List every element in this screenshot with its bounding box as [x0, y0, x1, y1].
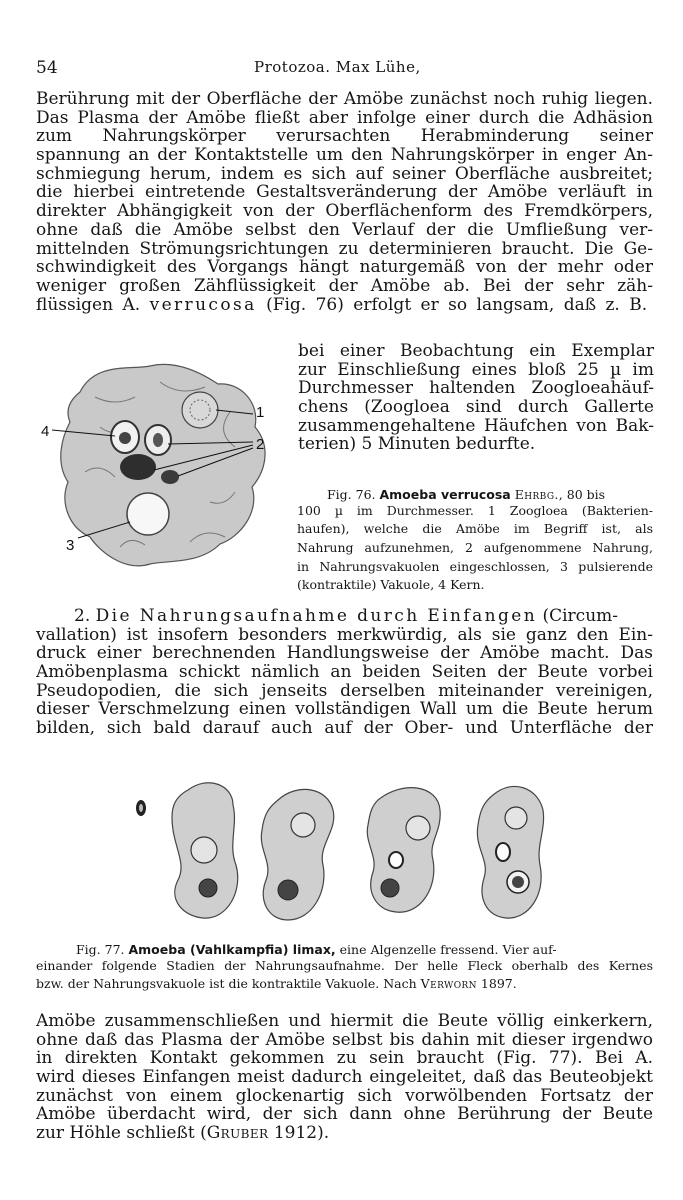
text-fragment: (Circum-	[542, 607, 619, 626]
text-fragment: 1912).	[273, 1124, 330, 1143]
text-line: Amöbe zusammenschließen und hiermit die Beute völlig einkerkern,	[36, 1012, 653, 1031]
figure-label-2: 2	[256, 436, 265, 453]
paragraph-circumvallation	[36, 607, 653, 738]
text-line: vallation) ist insofern besonders merkwürdig, als sie ganz den Ein-	[36, 625, 653, 645]
text-line: mittelnden Strömungsrichtungen zu determinieren braucht. Die Ge-	[36, 239, 653, 259]
algal-cell-highlight	[139, 804, 143, 812]
caption-line: haufen), welche die Amöbe im Begriff ist, als	[297, 521, 653, 537]
text-line	[36, 1124, 653, 1143]
food-mass	[120, 454, 156, 480]
caption-line	[36, 976, 653, 992]
text-line: terien) 5 Minuten bedurfte.	[298, 435, 536, 455]
text-fragment: zur Höhle schließt (	[36, 1124, 207, 1143]
paragraph-circumfluence	[36, 90, 653, 314]
amoeba-outline	[61, 364, 265, 565]
nucleus	[406, 816, 430, 840]
caption-line: in Nahrungsvakuolen eingeschlossen, 3 pulsierende	[297, 558, 653, 574]
species-title: Amoeba verrucosa	[379, 487, 511, 502]
figure-76-amoeba-verrucosa	[40, 352, 295, 582]
contractile-vacuole	[496, 843, 510, 861]
text-line: zusammengehaltene Häufchen von Bak-	[298, 416, 654, 436]
figure-77-caption	[36, 942, 653, 992]
algal-cell-engulfed	[278, 880, 298, 900]
text-line	[36, 607, 653, 626]
amoeba-stage-3	[367, 788, 440, 913]
text-line: schwindigkeit des Vorgangs hängt naturgemäß von der mehr oder	[36, 258, 653, 277]
text-line: bei einer Beobachtung ein Exemplar	[298, 342, 654, 361]
species-name: verrucosa	[149, 295, 257, 315]
caption-line	[36, 942, 653, 958]
page-number: 54	[36, 58, 58, 78]
section-title: Die Nahrungsaufnahme durch Einfangen	[95, 607, 538, 626]
running-title: Protozoa. Max Lühe,	[254, 58, 421, 76]
caption-line	[297, 487, 653, 503]
text-line: zur Einschließung eines bloß 25 µ im	[298, 360, 654, 380]
algal-cell-engulfed	[512, 876, 524, 888]
figure-77-amoeba-limax	[128, 770, 558, 935]
figure-label-4: 4	[41, 423, 50, 440]
text-line: dieser Verschmelzung einen vollständigen Wall um die Beute herum	[36, 700, 653, 720]
author-name: Gruber	[206, 1124, 269, 1143]
text-line: in direkten Kontakt gekommen zu sein braucht (Fig. 77). Bei A.	[36, 1049, 653, 1069]
text-fragment: 1897.	[480, 976, 517, 992]
zoogloea-cluster	[182, 392, 218, 428]
text-line: Amöbe überdacht wird, der sich dann ohne Berührung der Beute	[36, 1105, 653, 1125]
species-title: Amoeba (Vahlkampfia) limax,	[128, 942, 336, 957]
algal-cell-engulfed	[381, 879, 399, 897]
nucleus	[191, 837, 217, 863]
text-line: wird dieses Einfangen meist dadurch eingeleitet, daß das Beuteobjekt	[36, 1068, 653, 1087]
text-line: ohne daß die Amöbe selbst den Verlauf der die Umfließung ver-	[36, 220, 653, 240]
page-header	[36, 58, 653, 82]
text-line: weniger großen Zähflüssigkeit der Amöbe ab. Bei der sehr zäh-	[36, 276, 653, 296]
text-line: Pseudopodien, die sich jenseits derselben miteinander vereinigen,	[36, 681, 653, 701]
text-fragment: flüssigen A.	[36, 295, 141, 315]
figure-label-3: 3	[66, 537, 75, 554]
nucleus	[119, 432, 131, 444]
figure-number: Fig. 77.	[76, 942, 125, 957]
figure-76-caption	[297, 487, 653, 593]
caption-line: 100 µ im Durchmesser. 1 Zoogloea (Bakterien-	[297, 502, 653, 518]
nucleus	[505, 807, 527, 829]
caption-line: (kontraktile) Vakuole, 4 Kern.	[297, 577, 485, 593]
text-line: direkter Abhängigkeit von der Oberflächenform des Fremdkörpers,	[36, 202, 653, 221]
text-fragment: bzw. der Nahrungsvakuole ist die kontraktile Vakuole. Nach	[36, 976, 417, 992]
algal-cell-engulfed	[199, 879, 217, 897]
figure-number: Fig. 76.	[327, 487, 376, 502]
nucleus	[291, 813, 315, 837]
text-line: Durchmesser haltenden Zoogloeahäuf-	[298, 379, 654, 399]
text-line: Das Plasma der Amöbe fließt aber infolge einer durch die Adhäsion	[36, 108, 653, 128]
section-number: 2.	[74, 607, 91, 626]
text-line: ohne daß das Plasma der Amöbe selbst bis dahin mit dieser irgendwo	[36, 1030, 653, 1050]
text-line: druck einer berechnenden Handlungsweise der Amöbe macht. Das	[36, 644, 653, 664]
text-line: chens (Zoogloea sind durch Gallerte	[298, 398, 654, 417]
text-fragment: , 80 bis	[558, 487, 606, 502]
text-fragment: (Fig. 76) erfolgt er so langsam, daß z. B.	[266, 295, 648, 315]
text-fragment: eine Algenzelle fressend. Vier auf-	[339, 942, 557, 957]
author-name: Ehrbg.	[514, 487, 559, 502]
contractile-vacuole	[389, 852, 403, 868]
text-line: zum Nahrungskörper verursachten Herabminderung seiner	[36, 127, 653, 147]
food-mass	[161, 470, 179, 484]
amoeba-stage-2	[261, 789, 333, 920]
text-line: zunächst von einem glockenartig sich vorwölbenden Fortsatz der	[36, 1086, 653, 1106]
text-line: spannung an der Kontaktstelle um den Nahrungskörper in enger An-	[36, 146, 653, 165]
contractile-vacuole	[127, 493, 169, 535]
caption-line: Nahrung aufzunehmen, 2 aufgenommene Nahrung,	[297, 539, 653, 555]
figure-label-1: 1	[256, 404, 265, 421]
author-name: Verworn	[420, 976, 477, 992]
caption-line: einander folgende Stadien der Nahrungsaufnahme. Der helle Fleck oberhalb des Kernes	[36, 957, 653, 973]
text-line: schmiegung herum, indem es sich auf seiner Oberfläche ausbreitet;	[36, 164, 653, 184]
paragraph-continuation	[36, 1012, 653, 1143]
text-line: die hierbei eintretende Gestaltsveränderung der Amöbe verläuft in	[36, 183, 653, 203]
text-line	[36, 296, 653, 315]
paragraph-wrapped-text	[298, 342, 654, 454]
text-line: bilden, sich bald darauf auch auf der Ober- und Unterfläche der	[36, 719, 653, 738]
text-line: Berührung mit der Oberfläche der Amöbe zunächst noch ruhig liegen.	[36, 90, 653, 109]
food-particle	[153, 433, 163, 447]
text-line: Amöbenplasma schickt nämlich an beiden Seiten der Beute vorbei	[36, 663, 653, 682]
